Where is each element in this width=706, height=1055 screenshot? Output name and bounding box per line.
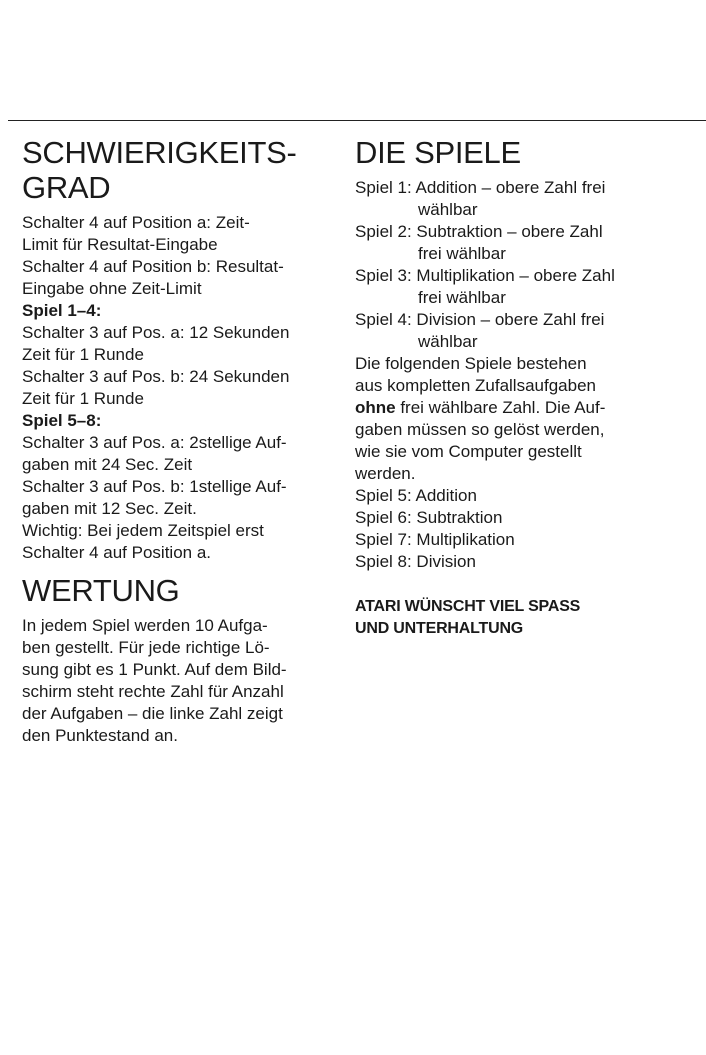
text-line: werden.	[355, 464, 416, 483]
text-line: gaben müssen so gelöst werden,	[355, 420, 605, 439]
text-line: ben gestellt. Für jede richtige Lö-	[22, 638, 270, 657]
text-line: Schalter 4 auf Position b: Resultat-	[22, 257, 284, 276]
game-7-line: Spiel 7: Multiplikation	[355, 530, 515, 549]
text-line: Die folgenden Spiele bestehen	[355, 354, 587, 373]
game-2-cont: frei wählbar	[418, 244, 506, 263]
text-line: aus kompletten Zufallsaufgaben	[355, 376, 596, 395]
die-spiele-heading-block	[355, 135, 685, 170]
text-line: der Aufgaben – die linke Zahl zeigt	[22, 704, 283, 723]
text-line: wie sie vom Computer gestellt	[355, 442, 582, 461]
text-line: gaben mit 12 Sec. Zeit.	[22, 499, 197, 518]
die-spiele-heading: DIE SPIELE	[355, 135, 521, 170]
game-4-cont: wählbar	[418, 332, 478, 351]
text-line: Schalter 3 auf Pos. b: 1stellige Auf-	[22, 477, 287, 496]
text-line: Schalter 3 auf Pos. b: 24 Sekunden	[22, 367, 290, 386]
schwierigkeitsgrad-heading	[22, 135, 332, 205]
ohne-bold: ohne	[355, 398, 396, 417]
game-3-line: Spiel 3: Multiplikation – obere Zahl	[355, 266, 615, 285]
text-line: den Punktestand an.	[22, 726, 178, 745]
heading-line-1: SCHWIERIGKEITS-	[22, 135, 297, 170]
text-line: Limit für Resultat-Eingabe	[22, 235, 218, 254]
text-line: gaben mit 24 Sec. Zeit	[22, 455, 193, 474]
ohne-line	[355, 397, 685, 419]
wertung-heading: WERTUNG	[22, 573, 180, 608]
text-line: schirm steht rechte Zahl für Anzahl	[22, 682, 284, 701]
game-4-line: Spiel 4: Division – obere Zahl frei	[355, 310, 605, 329]
top-rule	[8, 120, 706, 121]
game-1-line: Spiel 1: Addition – obere Zahl frei	[355, 178, 606, 197]
text-line: Schalter 3 auf Pos. a: 2stellige Auf-	[22, 433, 287, 452]
closing-line-1: ATARI WÜNSCHT VIEL SPASS	[355, 598, 581, 615]
text-line: Wichtig: Bei jedem Zeitspiel erst	[22, 521, 264, 540]
game-1-cont: wählbar	[418, 200, 478, 219]
game-5-line: Spiel 5: Addition	[355, 486, 477, 505]
text-line: Schalter 4 auf Position a.	[22, 543, 212, 562]
game-2-line: Spiel 2: Subtraktion – obere Zahl	[355, 222, 603, 241]
text-line: Schalter 4 auf Position a: Zeit-	[22, 213, 250, 232]
text-line: Zeit für 1 Runde	[22, 389, 144, 408]
text-line: Schalter 3 auf Pos. a: 12 Sekunden	[22, 323, 290, 342]
game-3-cont: frei wählbar	[418, 288, 506, 307]
closing-line-2: UND UNTERHALTUNG	[355, 620, 524, 637]
spiel-1-4-heading: Spiel 1–4:	[22, 301, 102, 320]
ohne-rest: frei wählbare Zahl. Die Auf-	[395, 398, 606, 417]
text-line: Zeit für 1 Runde	[22, 345, 144, 364]
text-line: Eingabe ohne Zeit-Limit	[22, 279, 202, 298]
text-line: In jedem Spiel werden 10 Aufga-	[22, 616, 268, 635]
text-line: sung gibt es 1 Punkt. Auf dem Bild-	[22, 660, 287, 679]
heading-line-2: GRAD	[22, 170, 111, 205]
right-column	[355, 135, 685, 640]
spiel-5-8-heading: Spiel 5–8:	[22, 411, 102, 430]
game-8-line: Spiel 8: Division	[355, 552, 476, 571]
left-column	[22, 135, 332, 747]
game-6-line: Spiel 6: Subtraktion	[355, 508, 503, 527]
